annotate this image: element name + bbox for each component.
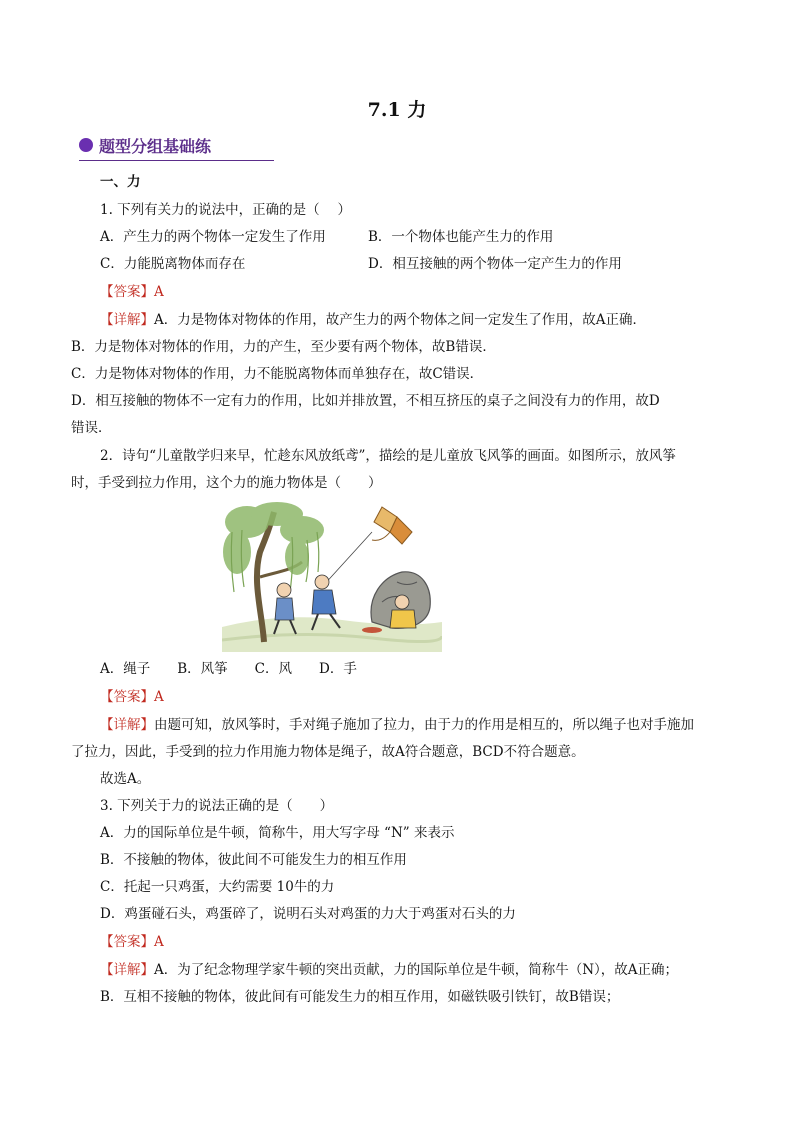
q2-detail-1 [100, 716, 694, 734]
section-header-text: 题型分组基础练 [99, 137, 212, 156]
detail-tag: 【详解】 [100, 717, 154, 733]
q2-stem-2: 时，手受到拉力作用，这个力的施力物体是（ ） [71, 475, 382, 491]
detail-text: A．力是物体对物体的作用，故产生力的两个物体之间一定发生了作用，故A正确． [154, 312, 646, 328]
q3-option-c: C．托起一只鸡蛋，大约需要 10牛的力 [100, 879, 335, 895]
detail-tag: 【详解】 [100, 312, 154, 328]
detail-text: A．为了纪念物理学家牛顿的突出贡献，力的国际单位是牛顿，简称牛（N），故A正确； [154, 962, 679, 978]
q1-detail-1 [100, 311, 646, 329]
q1-option-a: A．产生力的两个物体一定发生了作用 [100, 229, 326, 245]
detail-tag: 【详解】 [100, 962, 154, 978]
q1-detail-3: C．力是物体对物体的作用，力不能脱离物体而单独存在，故C错误． [71, 366, 484, 382]
answer-tag: 【答案】 [100, 689, 154, 705]
answer-tag: 【答案】 [100, 284, 154, 300]
q2-detail-2: 了拉力，因此，手受到的拉力作用施力物体是绳子，故A符合题意，BCD不符合题意。 [71, 744, 585, 760]
q1-detail-5: 错误． [71, 420, 112, 436]
bullet-dot-icon [79, 138, 93, 152]
answer-value: A [154, 934, 164, 950]
answer-value: A [154, 284, 164, 300]
q1-stem: 1. 下列有关力的说法中，正确的是（ ） [100, 202, 351, 218]
q1-option-d: D．相互接触的两个物体一定产生力的作用 [368, 256, 622, 272]
detail-text: 由题可知，放风筝时，手对绳子施加了拉力，由于力的作用是相互的，所以绳子也对手施加 [154, 717, 694, 733]
q1-option-b: B．一个物体也能产生力的作用 [368, 229, 554, 245]
kite-flying-illustration [222, 502, 442, 652]
q2-stem-1: 2．诗句“儿童散学归来早，忙趁东风放纸鸢”，描绘的是儿童放飞风筝的画面。如图所示，放风筝 [100, 448, 676, 464]
q3-answer [100, 933, 164, 951]
q2-options: A．绳子 B．风筝 C．风 D．手 [100, 661, 357, 677]
q1-detail-2: B．力是物体对物体的作用，力的产生，至少要有两个物体，故B错误． [71, 339, 496, 355]
q3-detail-1 [100, 961, 678, 979]
page-title: 7.1 力 [367, 99, 427, 121]
q1-answer [100, 283, 164, 301]
q3-option-b: B．不接触的物体，彼此间不可能发生力的相互作用 [100, 852, 407, 868]
answer-value: A [154, 689, 164, 705]
q1-detail-4: D．相互接触的物体不一定有力的作用，比如并排放置，不相互挤压的桌子之间没有力的作用，故D [71, 393, 660, 409]
q3-stem: 3. 下列关于力的说法正确的是（ ） [100, 798, 334, 814]
q3-option-d: D．鸡蛋碰石头，鸡蛋碎了，说明石头对鸡蛋的力大于鸡蛋对石头的力 [100, 906, 516, 922]
q3-option-a: A．力的国际单位是牛顿，简称牛，用大写字母 “N” 来表示 [100, 825, 455, 841]
q1-option-c: C．力能脱离物体而存在 [100, 256, 246, 272]
section-header [79, 134, 274, 161]
subsection-title: 一、力 [100, 174, 141, 190]
q2-detail-3: 故选A。 [100, 771, 151, 787]
q2-answer [100, 688, 164, 706]
answer-tag: 【答案】 [100, 934, 154, 950]
q3-detail-2: B．互相不接触的物体，彼此间有可能发生力的相互作用，如磁铁吸引铁钉，故B错误； [100, 989, 620, 1005]
